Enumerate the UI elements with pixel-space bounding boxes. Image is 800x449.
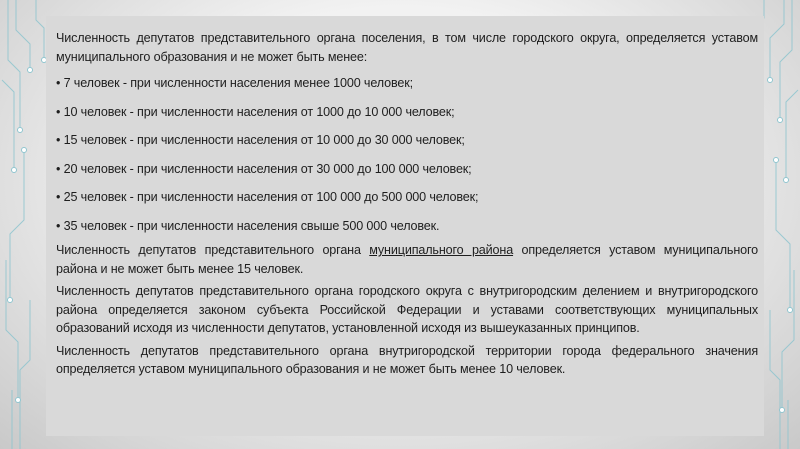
urban-district-paragraph: Численность депутатов представительного органа городского округа с внутригородским делением и внутригородского района определяется законом субъекта Российской Федерации и уставами соответствующих муниципальных образований исходя из численности депутатов, установленной исходя из вышеуказанных принципов.	[56, 284, 758, 335]
municipal-district-paragraph	[56, 241, 758, 278]
bullet-item: • 7 человек - при численности населения менее 1000 человек;	[56, 76, 413, 90]
bullet-item: • 10 человек - при численности населения от 1000 до 10 000 человек;	[56, 104, 455, 119]
bullet-item: • 20 человек - при численности населения от 30 000 до 100 000 человек;	[56, 161, 472, 176]
bullet-item: • 35 человек - при численности населения свыше 500 000 человек.	[56, 218, 440, 233]
district-text-suffix: определяется уставом муниципального района и не может быть менее 15 человек.	[56, 243, 758, 276]
bullet-item: • 15 человек - при численности населения от 10 000 до 30 000 человек;	[56, 133, 465, 147]
municipal-district-link[interactable]: муниципального района	[369, 243, 514, 257]
federal-city-paragraph: Численность депутатов представительного органа внутригородской территории города федерального значения определяется уставом муниципального образования и не может быть менее 10 человек.	[56, 343, 758, 376]
district-text-prefix: Численность депутатов представительного органа	[56, 243, 370, 257]
content-panel	[46, 16, 764, 436]
bullet-item: • 25 человек - при численности населения от 100 000 до 500 000 человек;	[56, 190, 479, 204]
intro-paragraph: Численность депутатов представительного органа поселения, в том числе городского округа, определяется уставом муниципального образования и не может быть менее:	[56, 31, 758, 64]
